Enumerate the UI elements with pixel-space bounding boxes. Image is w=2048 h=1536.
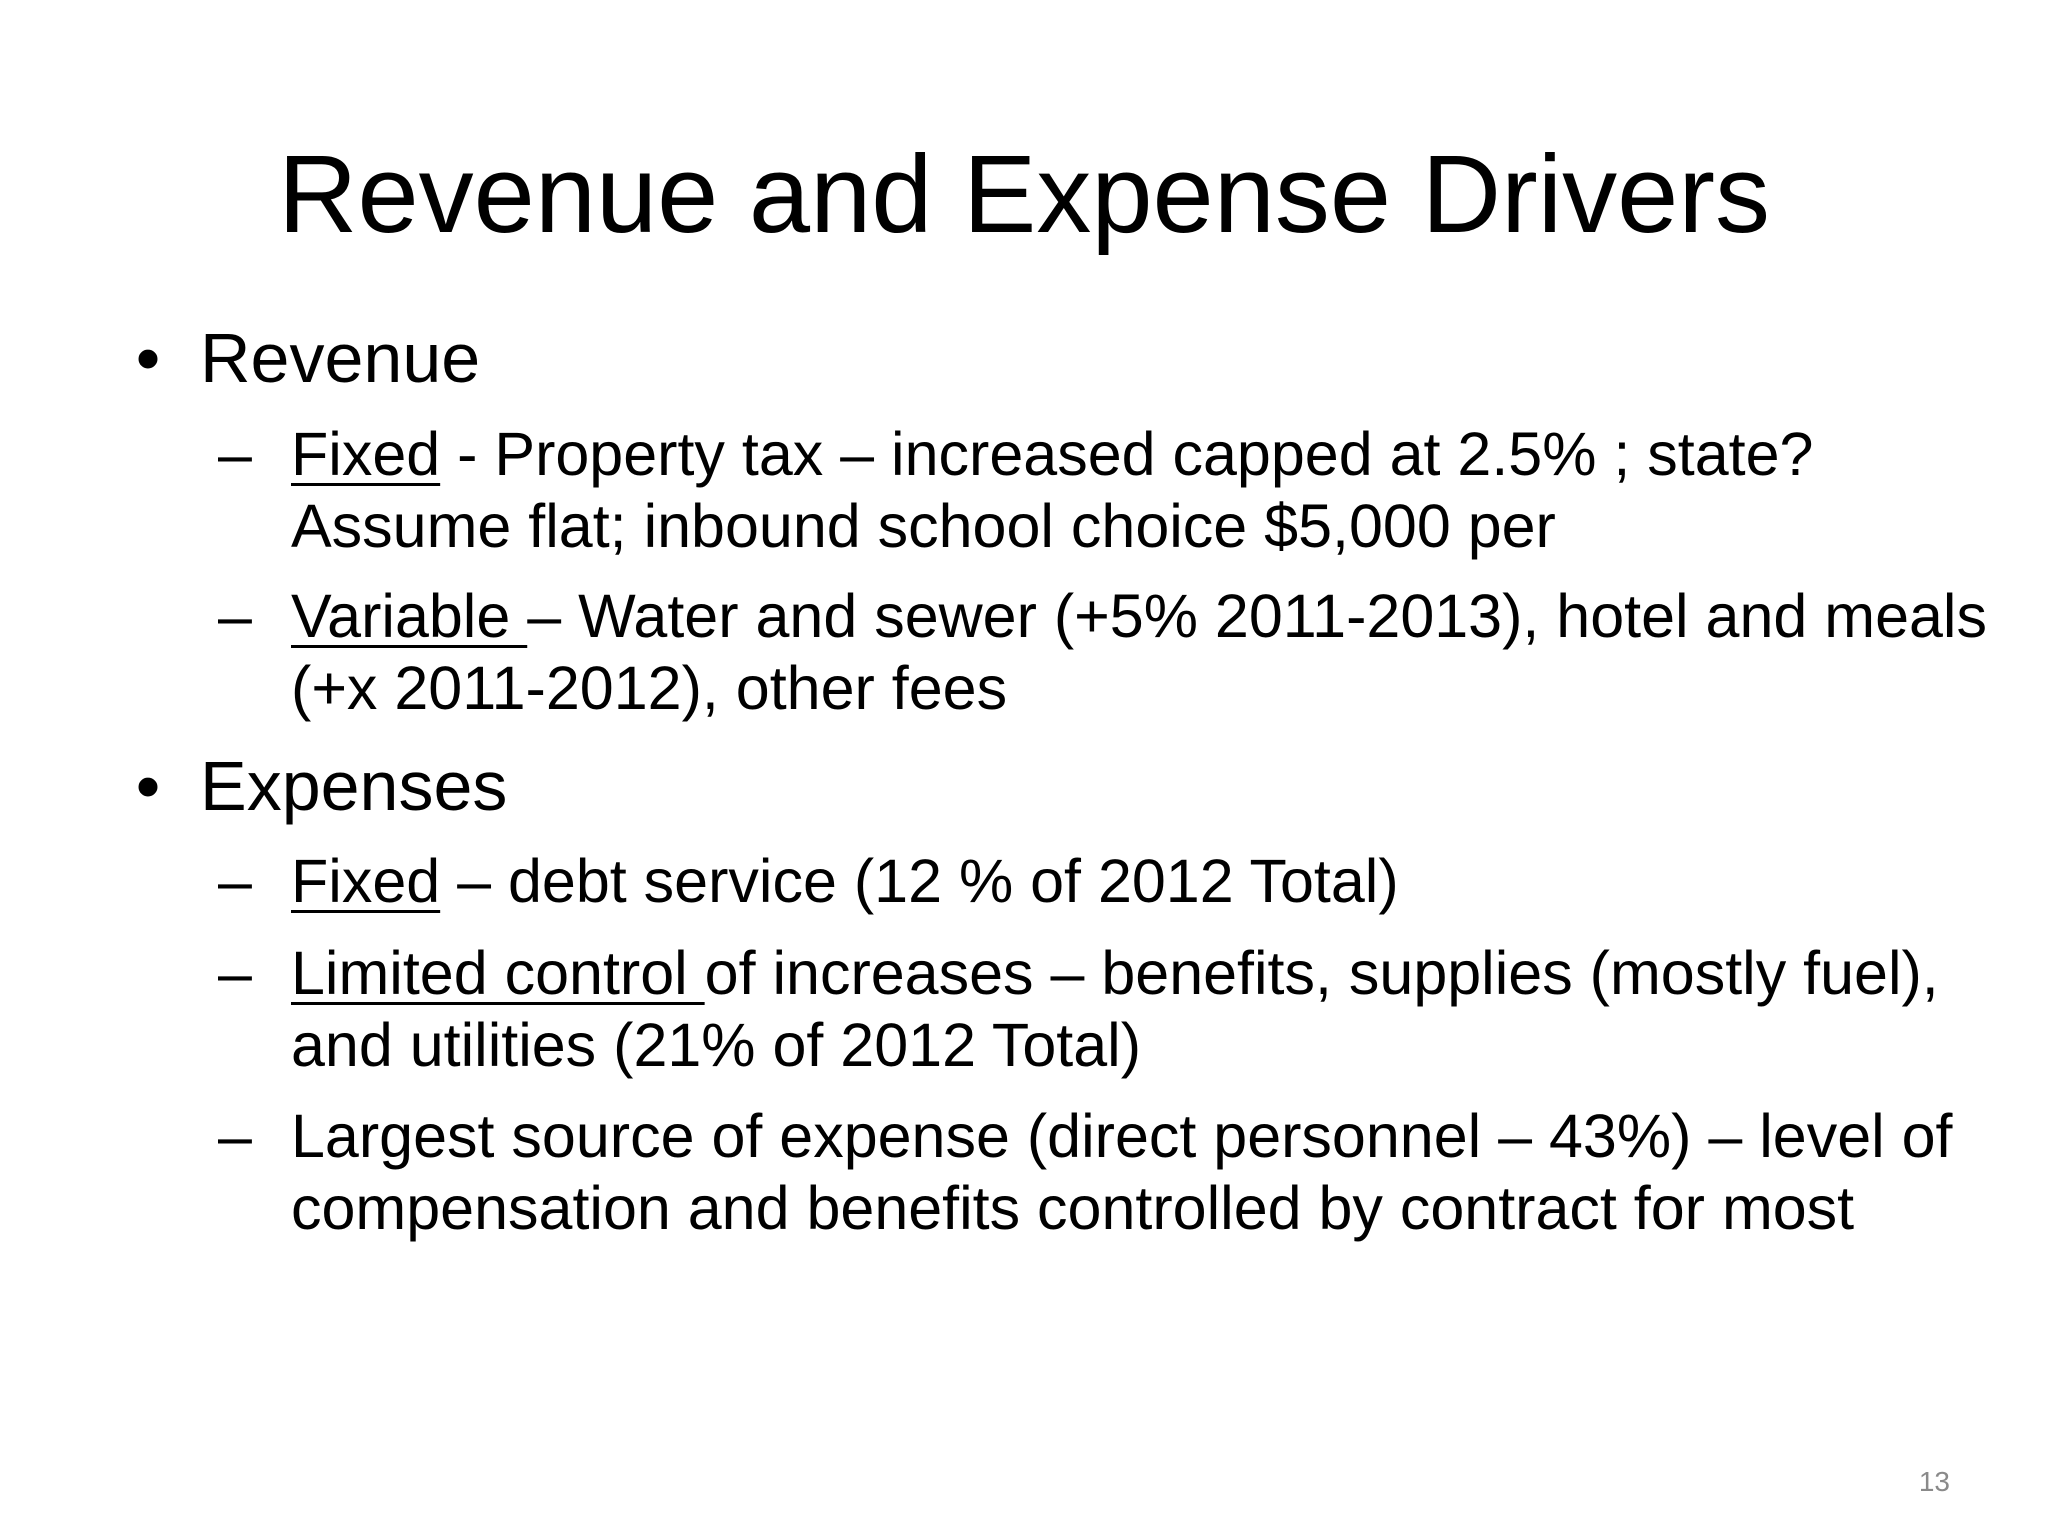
page-number: 13	[1918, 1466, 1950, 1497]
sub-item-text: of increases – benefits, supplies (mostly fuel), and utilities (21% of 2012 Total)	[291, 939, 1939, 1079]
sub-item-text: - Property tax – increased capped at 2.5% ; state? Assume flat; inbound school choice $5,000 per	[291, 420, 1814, 560]
bullet-dot-icon: •	[135, 747, 161, 825]
bullet-revenue	[135, 318, 481, 398]
sub-item-text: – debt service (12 % of 2012 Total)	[440, 847, 1399, 915]
dash-icon: –	[218, 1102, 252, 1170]
sub-item-expenses-largest-source	[218, 1100, 2011, 1244]
dash-icon: –	[218, 420, 252, 488]
sub-item-text: – Water and sewer (+5% 2011-2013), hotel and meals (+x 2011-2012), other fees	[291, 582, 1987, 722]
dash-icon: –	[218, 847, 252, 915]
sub-item-term: Fixed	[291, 420, 441, 488]
dash-icon: –	[218, 939, 252, 1007]
sub-item-revenue-variable	[218, 580, 2011, 724]
sub-item-expenses-fixed	[218, 845, 2011, 917]
bullet-dot-icon: •	[135, 319, 161, 397]
sub-item-term: Fixed	[291, 847, 441, 915]
sub-item-term: Variable	[291, 582, 528, 650]
bullet-heading: Expenses	[200, 747, 508, 825]
sub-item-term: Limited control	[291, 939, 705, 1007]
slide-title: Revenue and Expense Drivers	[278, 133, 1770, 256]
bullet-expenses	[135, 746, 508, 826]
bullet-heading: Revenue	[200, 319, 481, 397]
dash-icon: –	[218, 582, 252, 650]
sub-item-text: Largest source of expense (direct personnel – 43%) – level of compensation and benefits controlled by contract for most	[291, 1102, 1953, 1242]
sub-item-expenses-limited-control	[218, 937, 2011, 1081]
sub-item-revenue-fixed	[218, 418, 2011, 562]
